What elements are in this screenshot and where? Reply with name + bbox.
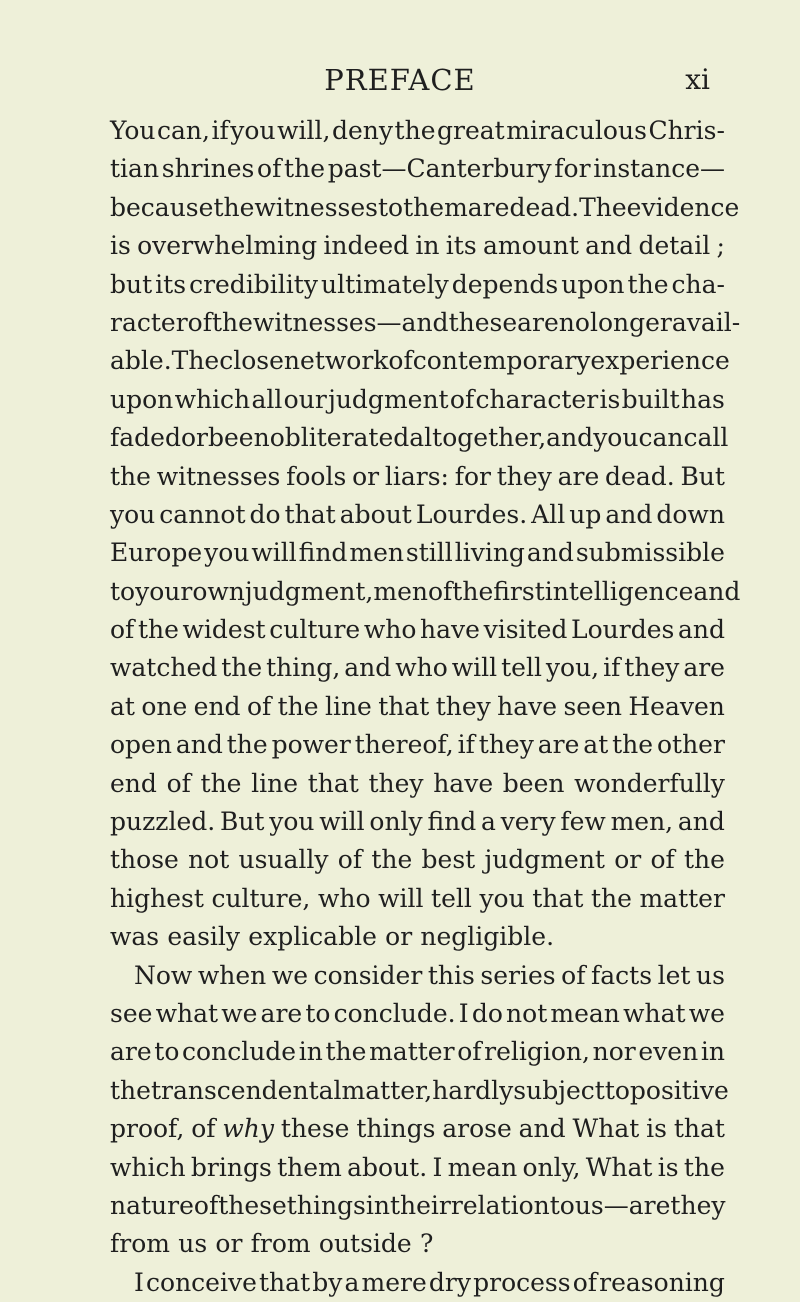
text-line: Europe you will find men still living and submissible	[110, 538, 725, 568]
text-line: end of the line that they have been wonderfully	[110, 768, 725, 798]
text-line: proof, of why these things arose and What is that	[110, 1114, 725, 1144]
text-line: see what we are to conclude. I do not mean what we	[110, 998, 725, 1028]
page-number: xi	[685, 63, 710, 96]
text-line: puzzled. But you will only find a very few men, and	[110, 807, 725, 837]
text-line: Now when we consider this series of facts let us	[134, 960, 725, 990]
running-title: PREFACE	[324, 63, 476, 97]
text-line: tian shrines of the past—Canterbury for instance—	[110, 154, 725, 184]
text-line: was easily explicable or negligible.	[110, 922, 555, 952]
text-line: from us or from outside ?	[110, 1229, 434, 1259]
text-line: open and the power thereof, if they are at the other	[110, 730, 725, 760]
text-line: of the widest culture who have visited Lourdes and	[110, 615, 725, 645]
text-line: but its credibility ultimately depends upon the cha-	[110, 269, 725, 299]
text-line: watched the thing, and who will tell you, if they are	[110, 653, 725, 683]
text-line: at one end of the line that they have seen Heaven	[110, 691, 725, 721]
text-line: those not usually of the best judgment or of the	[110, 845, 725, 875]
text-line: able. The close network of contemporary experience	[110, 346, 730, 376]
text-line: is overwhelming indeed in its amount and detail ;	[110, 231, 725, 261]
body-text	[110, 112, 741, 1302]
text-line: to your own judgment, men of the first intelligence and	[110, 576, 741, 606]
text-line: You can, if you will, deny the great miraculous Chris-	[110, 116, 725, 145]
text-line: upon which all our judgment of character is built has	[110, 384, 725, 414]
text-line: are to conclude in the matter of religion, nor even in	[110, 1037, 725, 1067]
text-line: you cannot do that about Lourdes. All up and down	[110, 499, 725, 529]
text-line: nature of these things in their relation to us—are they	[110, 1190, 726, 1220]
text-line: highest culture, who will tell you that the matter	[110, 883, 725, 913]
text-line: the witnesses fools or liars: for they are dead. But	[110, 461, 725, 491]
text-line: racter of the witnesses—and these are no longer avail-	[110, 307, 741, 337]
running-header	[0, 62, 800, 98]
text-line: because the witnesses to them are dead. The evidence	[110, 192, 740, 222]
text-line: the transcendental matter, hardly subject to positive	[110, 1075, 729, 1105]
text-line: I conceive that by a mere dry process of reasoning	[134, 1267, 725, 1297]
text-line: which brings them about. I mean only, What is the	[110, 1152, 725, 1182]
text-line: faded or been obliterated altogether, and you can call	[110, 423, 729, 453]
